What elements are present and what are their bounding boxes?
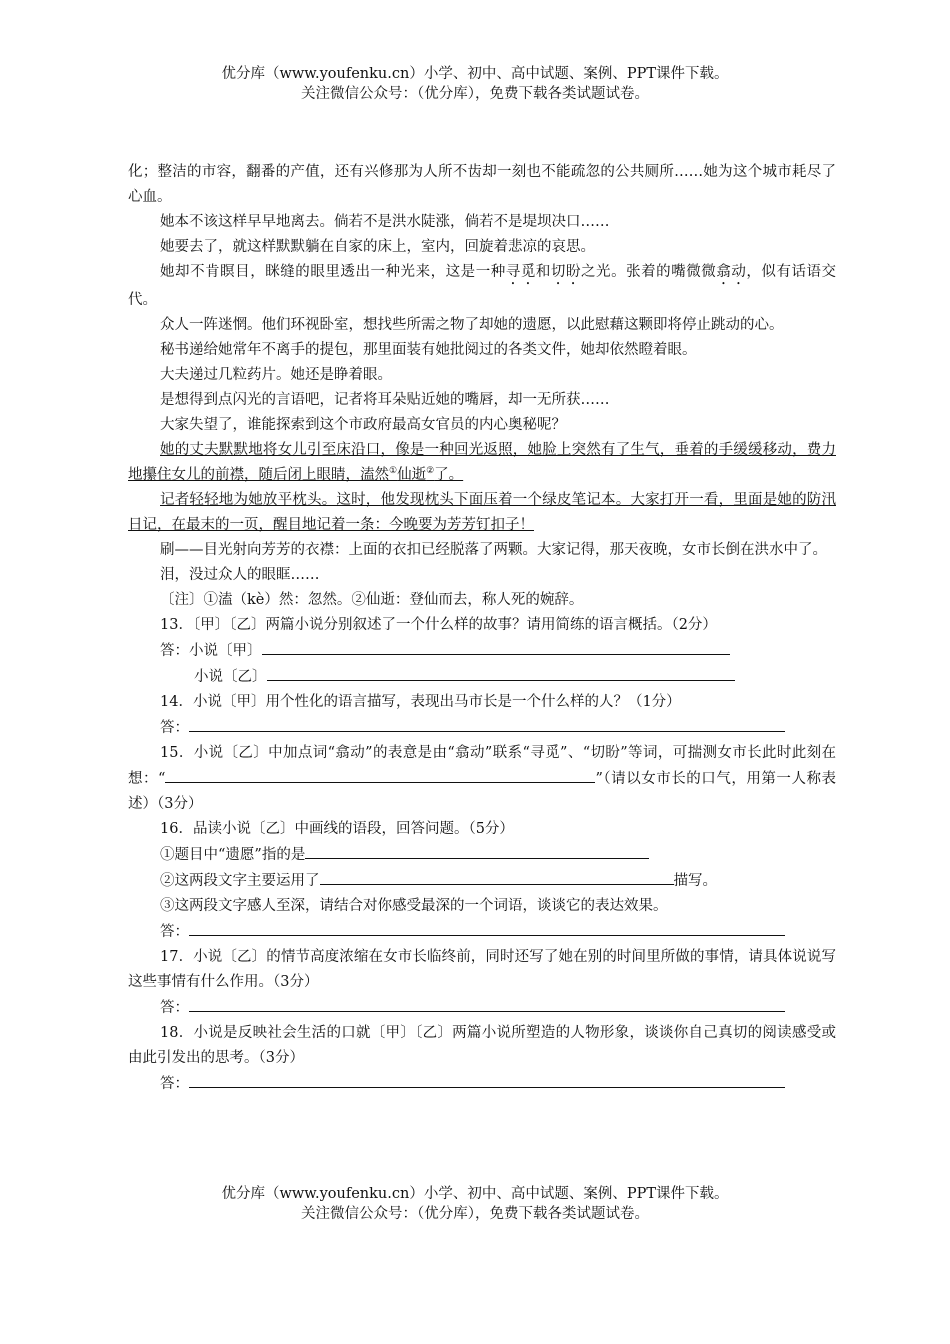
dotted-word-xunmi: 寻觅 [505,264,536,280]
story-paragraph: 化；整洁的市容，翻番的产值，还有兴修那为人所不齿却一刻也不能疏忽的公共厕所……她为这个城市耗尽了心血。 [128,164,836,205]
page-header [0,64,950,104]
footer-line-1: 优分库（www.youfenku.cn）小学、初中、高中试题、案例、PPT课件下载。 [221,1186,729,1202]
footnote-mark-1: ① [389,466,398,477]
story-paragraph: 大夫递过几粒药片。她还是睁着眼。 [160,367,392,383]
answer-blank[interactable] [165,766,595,783]
story-paragraph: 她本不该这样早早地离去。倘若不是洪水陡涨，倘若不是堤坝决口…… [160,214,610,230]
text-run: ，似有话语交代。 [128,264,837,308]
text-run: 和 [535,264,551,280]
answer-line-16 [128,919,836,945]
answer-label: 答： [160,1076,189,1092]
question-16-2 [128,868,836,894]
text-run: 她的丈夫默默地将女儿引至床沿口，像是一种回光返照，她脸上突然有了生气，垂着的手缓缓移动，费力地攥住女儿的前襟，随后闭上眼睛，溘然 [128,442,836,483]
question-16-1 [128,842,836,868]
text-run: 记者轻轻地为她放平枕头。这时，他发现枕头下面压着一个绿皮笔记本。大家打开一看，里面是她的防汛日记，在最末的一页，醒目地记着一条：今晚要为芳芳钉扣子！ [128,492,836,533]
story-paragraph: 她要去了，就这样默默躺在自家的床上，室内，回旋着悲凉的哀思。 [160,239,595,255]
dotted-word-xidong: 翕动 [716,264,747,280]
text-run: 描写。 [673,873,717,889]
answer-label: 答： [160,1000,189,1016]
text-run: 15．小说〔乙〕中加点词“翕动”的表意是由“翕动”联系“寻觅”、“切盼”等词，可揣测女市长此时此刻在想：“ [128,745,836,787]
answer-line-17 [128,995,836,1021]
header-line-2: 关注微信公众号：（优分库），免费下载各类试题试卷。 [301,86,649,102]
header-line-1: 优分库（www.youfenku.cn）小学、初中、高中试题、案例、PPT课件下载。 [221,66,729,82]
document-body [128,160,836,1097]
footnote: 〔注〕①溘（kè）然：忽然。②仙逝：登仙而去，称人死的婉辞。 [160,592,584,608]
question-15 [128,741,836,817]
question-16: 16．品读小说〔乙〕中画线的语段，回答问题。（5分） [160,821,514,837]
question-13: 13．〔甲〕〔乙〕两篇小说分别叙述了一个什么样的故事？请用简练的语言概括。（2分） [160,617,717,633]
answer-label: 小说〔乙〕 [194,669,267,685]
underlined-paragraph [128,488,836,538]
question-14: 14．小说〔甲〕用个性化的语言描写，表现出马市长是一个什么样的人？（1分） [160,694,681,710]
story-paragraph: 刷——目光射向芳芳的衣襟：上面的衣扣已经脱落了两颗。大家记得，那天夜晚，女市长倒在洪水中了。 [160,542,827,558]
answer-blank[interactable] [320,868,674,885]
answer-blank[interactable] [189,1071,785,1088]
answer-line-14 [128,715,836,741]
answer-blank[interactable] [189,995,785,1012]
footer-line-2: 关注微信公众号：（优分库），免费下载各类试题试卷。 [301,1206,649,1222]
story-paragraph: 大家失望了，谁能探索到这个市政府最高女官员的内心奥秘呢？ [160,417,566,433]
footnote-mark-2: ② [426,466,435,477]
question-16-3: ③这两段文字感人至深，请结合对你感受最深的一个词语，谈谈它的表达效果。 [160,898,668,914]
text-run: ①题目中“遗愿”指的是 [160,847,306,863]
question-17: 17．小说〔乙〕的情节高度浓缩在女市长临终前，同时还写了她在别的时间里所做的事情，请具体说说写这些事情有什么作用。（3分） [128,949,836,990]
answer-label: 答：小说〔甲〕 [160,643,262,659]
answer-blank[interactable] [267,664,735,681]
story-paragraph: 泪，没过众人的眼眶…… [160,567,320,583]
answer-line-18 [128,1071,836,1097]
story-paragraph [128,260,836,313]
answer-line-13a [128,638,836,664]
text-run: 仙逝 [397,467,427,483]
story-paragraph: 是想得到点闪光的言语吧，记者将耳朵贴近她的嘴唇，却一无所获…… [160,392,610,408]
answer-blank[interactable] [262,638,730,655]
page-footer [0,1184,950,1224]
text-run: 了。 [434,467,464,483]
underlined-paragraph [128,438,836,488]
answer-label: 答： [160,924,189,940]
text-run: ②这两段文字主要运用了 [160,873,320,889]
text-run: ”（请以女市长的口气，用第一人称表述）（3分） [128,771,836,812]
text-run: 她却不肯瞑目，眯缝的眼里透出一种光来，这是一种 [160,264,506,280]
answer-label: 答： [160,720,189,736]
question-18: 18．小说是反映社会生活的口就〔甲〕〔乙〕两篇小说所塑造的人物形象，谈谈你自己真切的阅读感受或由此引发出的思考。（3分） [128,1025,836,1066]
text-run: 之光。张着的嘴微微 [581,264,717,280]
story-paragraph: 秘书递给她常年不离手的提包，那里面装有她批阅过的各类文件，她却依然瞪着眼。 [160,342,697,358]
answer-line-13b [128,664,836,690]
answer-blank[interactable] [189,715,785,732]
answer-blank[interactable] [305,842,649,859]
story-paragraph: 众人一阵迷惘。他们环视卧室，想找些所需之物了却她的遗愿，以此慰藉这颗即将停止跳动的心。 [160,317,784,333]
answer-blank[interactable] [189,919,785,936]
dotted-word-qiepan: 切盼 [550,264,581,280]
